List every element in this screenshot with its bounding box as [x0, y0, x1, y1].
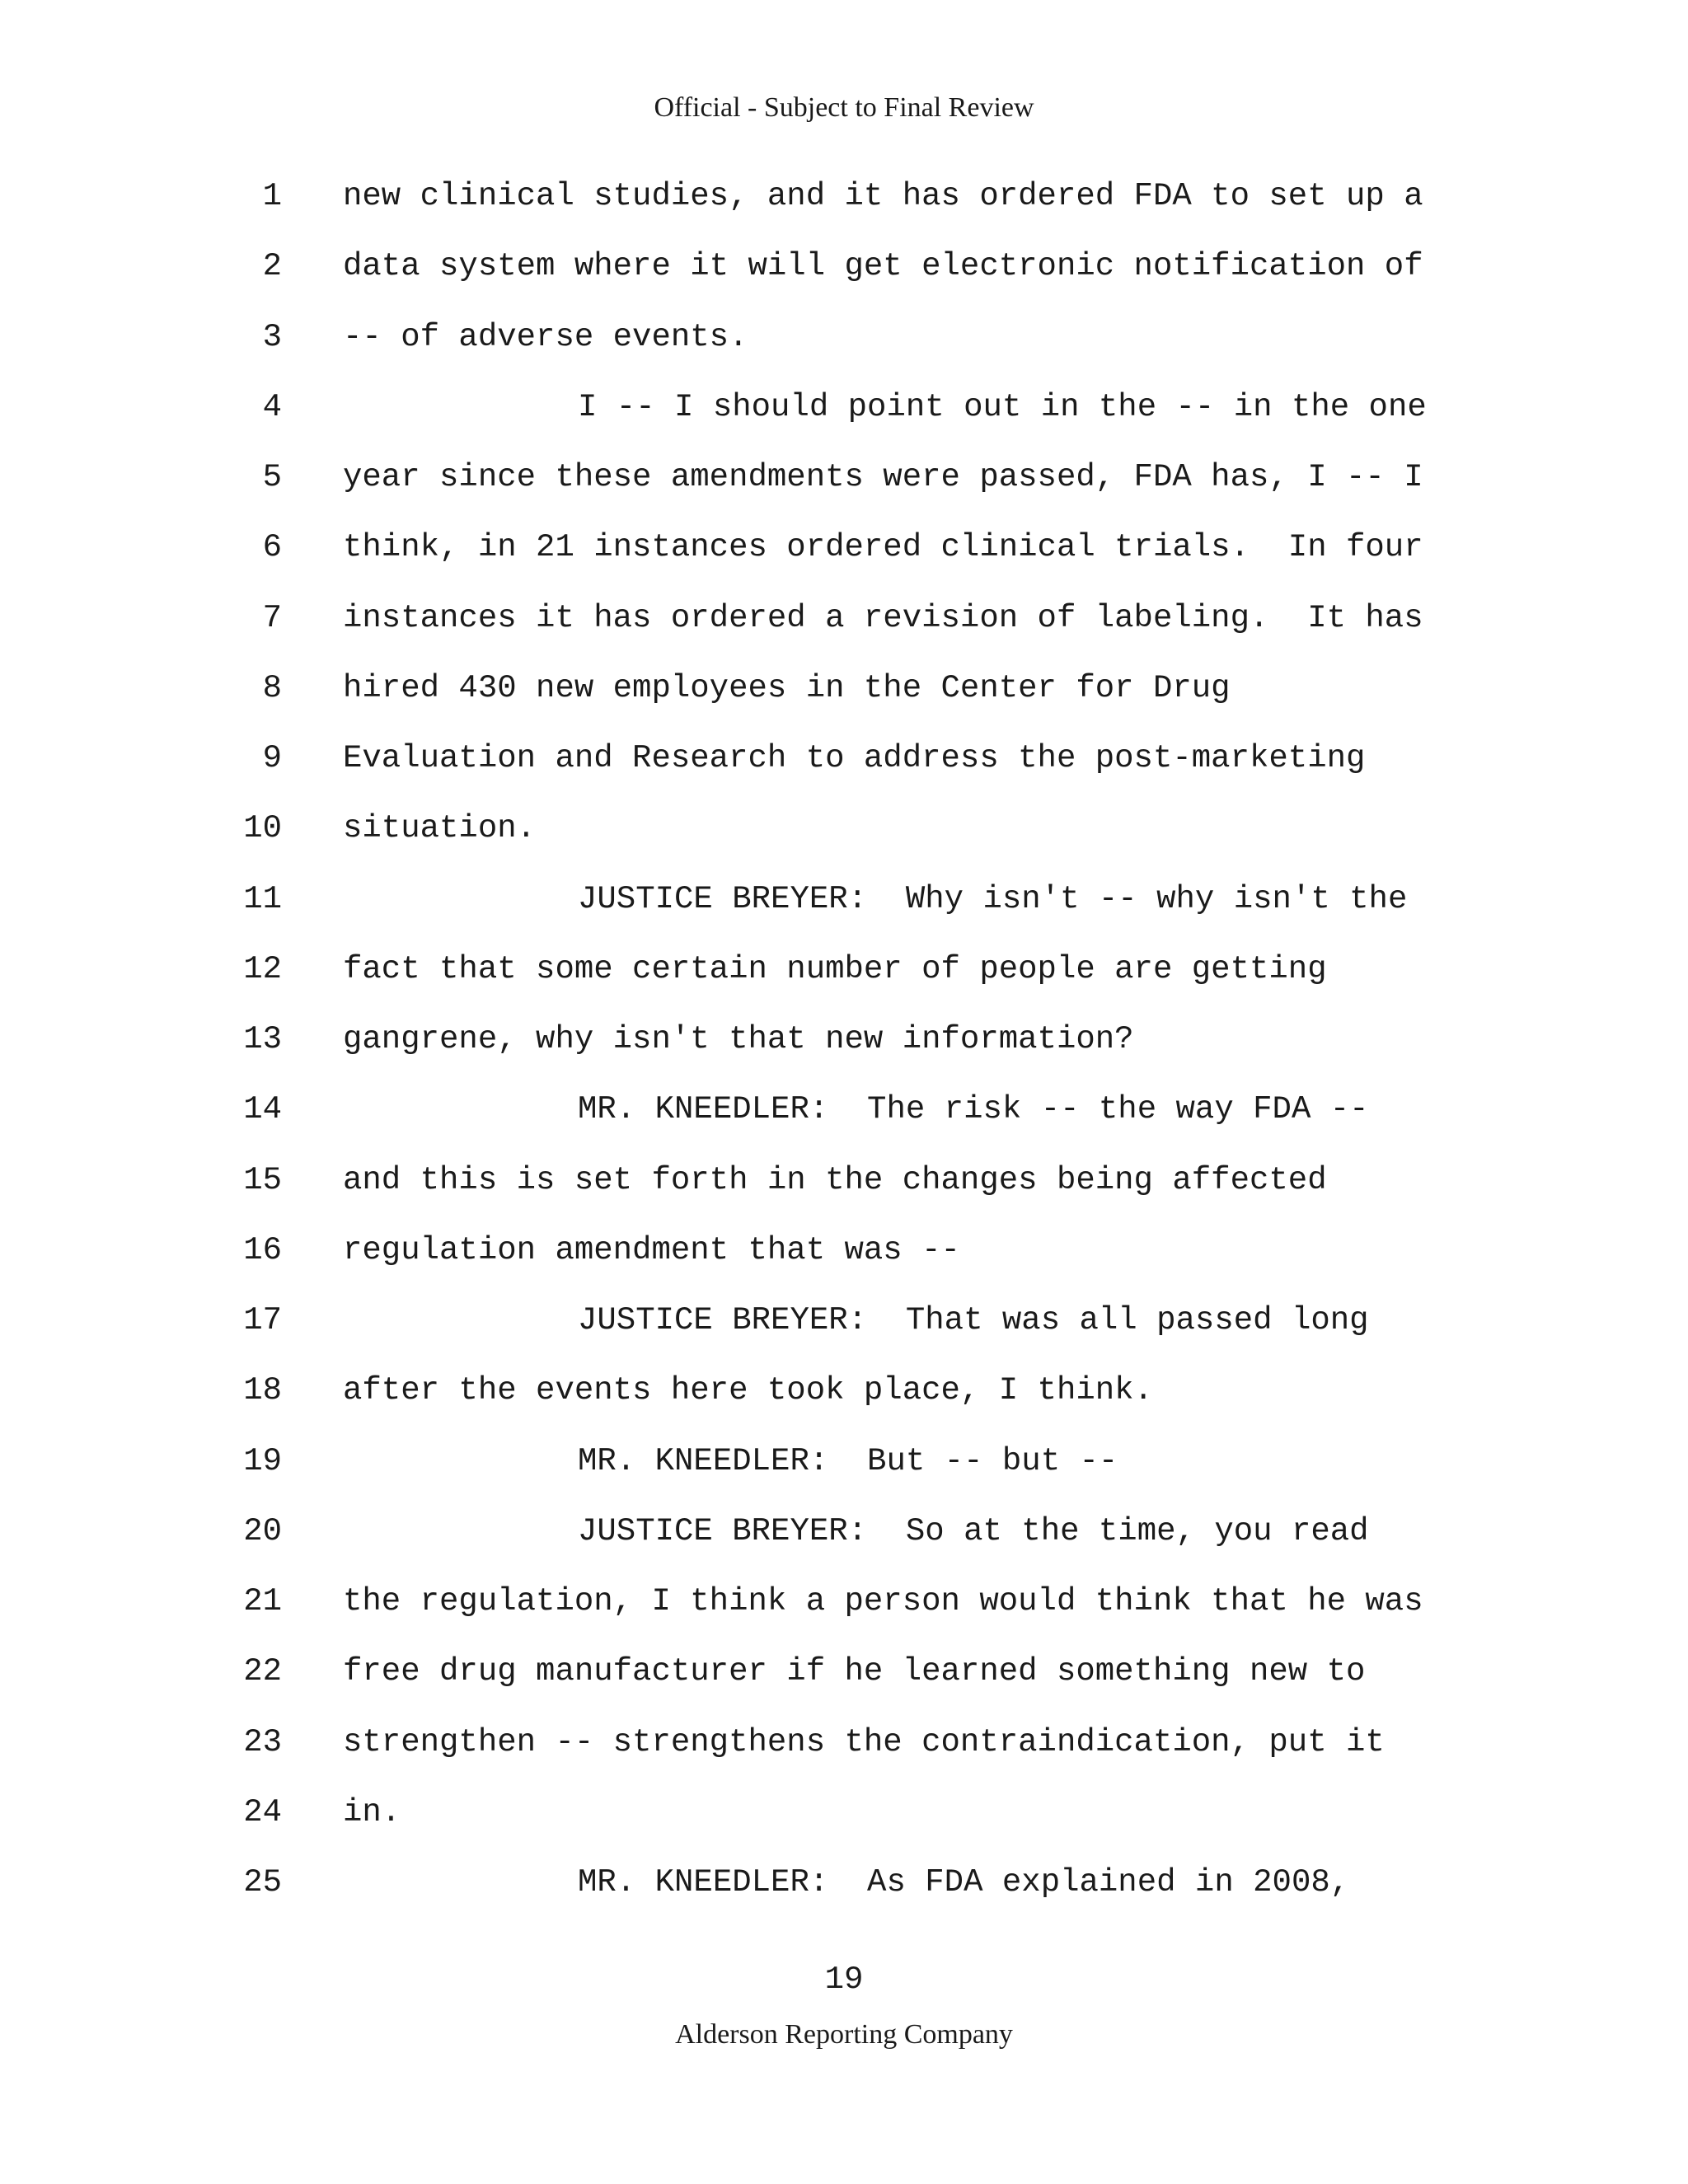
line-text: data system where it will get electronic notification of	[343, 248, 1423, 285]
transcript-line	[0, 312, 1688, 382]
transcript-line	[0, 1507, 1688, 1577]
line-number: 22	[243, 1653, 282, 1690]
transcript-line	[0, 1858, 1688, 1928]
line-number: 8	[262, 669, 282, 706]
line-text: MR. KNEEDLER: But -- but --	[578, 1442, 1118, 1479]
transcript-line	[0, 1436, 1688, 1507]
line-text: -- of adverse events.	[343, 318, 748, 355]
line-text: JUSTICE BREYER: Why isn't -- why isn't the	[578, 880, 1408, 917]
line-number: 9	[262, 740, 282, 776]
line-text: JUSTICE BREYER: That was all passed long	[578, 1302, 1369, 1338]
line-text: instances it has ordered a revision of labeling. It has	[343, 599, 1423, 636]
line-number: 7	[262, 599, 282, 636]
page-number: 19	[824, 1961, 864, 1998]
line-text: fact that some certain number of people are getting	[343, 950, 1327, 987]
line-number: 21	[243, 1583, 282, 1619]
line-text: JUSTICE BREYER: So at the time, you read	[578, 1512, 1369, 1549]
line-text: and this is set forth in the changes being affected	[343, 1161, 1327, 1198]
page-header: Official - Subject to Final Review	[654, 92, 1034, 123]
line-text: situation.	[343, 810, 537, 847]
transcript-line	[0, 1226, 1688, 1296]
line-number: 20	[243, 1512, 282, 1549]
line-number: 16	[243, 1231, 282, 1268]
line-number: 11	[243, 880, 282, 917]
line-text: MR. KNEEDLER: The risk -- the way FDA --	[578, 1091, 1369, 1128]
line-number: 3	[262, 318, 282, 355]
line-number: 12	[243, 950, 282, 987]
transcript-line	[0, 1577, 1688, 1647]
transcript-line	[0, 1155, 1688, 1226]
line-number: 13	[243, 1021, 282, 1057]
line-text: think, in 21 instances ordered clinical trials. In four	[343, 529, 1423, 566]
transcript-body	[0, 171, 1688, 1928]
transcript-line	[0, 733, 1688, 804]
line-text: year since these amendments were passed, FDA has, I -- I	[343, 459, 1423, 495]
line-number: 24	[243, 1793, 282, 1830]
line-text: regulation amendment that was --	[343, 1231, 960, 1268]
transcript-line	[0, 1085, 1688, 1155]
transcript-line	[0, 944, 1688, 1015]
transcript-line	[0, 1647, 1688, 1717]
line-text: Evaluation and Research to address the post-marketing	[343, 740, 1366, 776]
line-text: new clinical studies, and it has ordered FDA to set up a	[343, 178, 1423, 214]
transcript-line	[0, 171, 1688, 241]
line-number: 23	[243, 1723, 282, 1760]
transcript-line	[0, 382, 1688, 452]
transcript-line	[0, 663, 1688, 733]
transcript-line	[0, 1015, 1688, 1085]
page-footer: Alderson Reporting Company	[675, 2019, 1013, 2050]
line-text: I -- I should point out in the -- in the one	[578, 388, 1427, 425]
line-number: 15	[243, 1161, 282, 1198]
transcript-line	[0, 241, 1688, 312]
transcript-line	[0, 452, 1688, 523]
line-text: strengthen -- strengthens the contraindication, put it	[343, 1723, 1385, 1760]
transcript-line	[0, 1718, 1688, 1788]
line-number: 25	[243, 1864, 282, 1900]
line-number: 2	[262, 248, 282, 285]
line-text: MR. KNEEDLER: As FDA explained in 2008,	[578, 1864, 1350, 1900]
line-number: 18	[243, 1372, 282, 1409]
line-text: the regulation, I think a person would think that he was	[343, 1583, 1423, 1619]
line-text: in.	[343, 1793, 401, 1830]
transcript-line	[0, 523, 1688, 593]
line-number: 17	[243, 1302, 282, 1338]
line-number: 14	[243, 1091, 282, 1128]
line-number: 10	[243, 810, 282, 847]
line-number: 19	[243, 1442, 282, 1479]
line-number: 5	[262, 459, 282, 495]
transcript-line	[0, 1366, 1688, 1436]
transcript-line	[0, 1296, 1688, 1366]
line-number: 4	[262, 388, 282, 425]
transcript-line	[0, 593, 1688, 663]
line-number: 6	[262, 529, 282, 566]
transcript-line	[0, 874, 1688, 944]
transcript-line	[0, 1788, 1688, 1858]
line-number: 1	[262, 178, 282, 214]
line-text: hired 430 new employees in the Center for Drug	[343, 669, 1231, 706]
line-text: after the events here took place, I think.	[343, 1372, 1153, 1409]
line-text: free drug manufacturer if he learned something new to	[343, 1653, 1366, 1690]
line-text: gangrene, why isn't that new information?	[343, 1021, 1134, 1057]
transcript-line	[0, 804, 1688, 874]
